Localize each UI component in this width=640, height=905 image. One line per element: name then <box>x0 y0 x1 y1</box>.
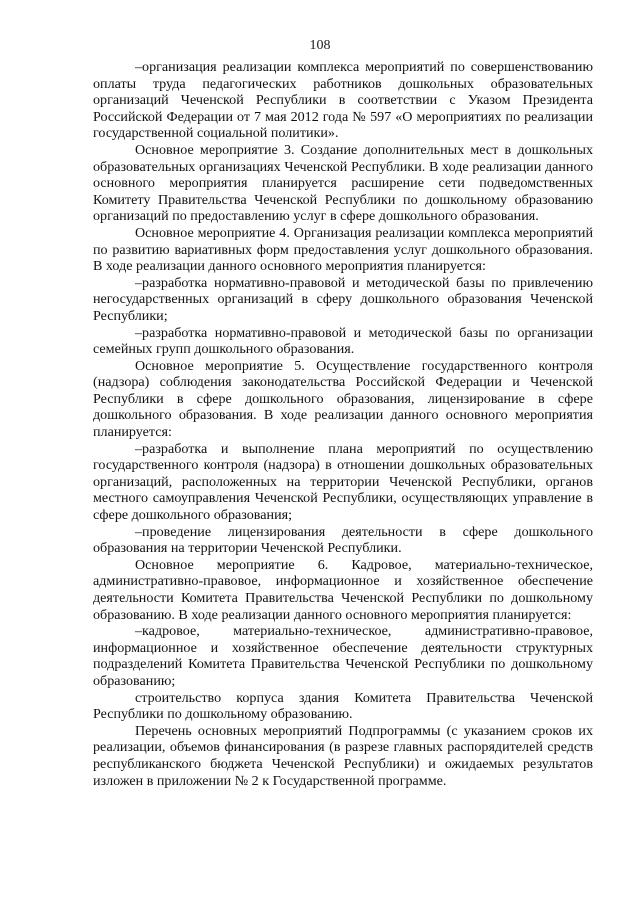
paragraph-measure-6: Основное мероприятие 6. Кадровое, материально-техническое, административно-правовое, информационное и хозяйственное обеспечение деятельности Комитета Правительства Чеченской Республики по дошкольному образованию. В ходе реализации данного основного мероприятия планируется: <box>93 556 593 623</box>
paragraph-measure-4: Основное мероприятие 4. Организация реализации комплекса мероприятий по развитию вариативных форм предоставления услуг дошкольного образования. В ходе реализации данного основного мероприятия планируется: <box>93 224 593 275</box>
paragraph-wage-measures: –организация реализации комплекса мероприятий по совершенствованию оплаты труда педагогических работников дошкольных образовательных организаций Чеченской Республики в соответствии с Указом Президента Российской Федерации от 7 мая 2012 года № 597 «О мероприятиях по реализации государственной социальной политики». <box>93 59 593 142</box>
list-item-construction: строительство корпуса здания Комитета Правительства Чеченской Республики по дошкольному образованию. <box>93 689 593 723</box>
paragraph-measure-3: Основное мероприятие 3. Создание дополнительных мест в дошкольных образовательных организациях Чеченской Республики. В ходе реализации данного основного мероприятия планируется расширение сети подведомственных Комитету Правительства Чеченской Республики по дошкольному образованию организаций по предоставлению услуг в сфере дошкольного образования. <box>93 141 593 225</box>
list-item-family-groups: –разработка нормативно-правовой и методической базы по организации семейных групп дошкольного образования. <box>93 324 593 358</box>
list-item-support: –кадровое, материально-техническое, административно-правовое, информационное и хозяйственное обеспечение деятельности структурных подразделений Комитета Правительства Чеченской Республики по дошкольному образованию; <box>93 623 593 689</box>
list-item-licensing: –проведение лицензирования деятельности в сфере дошкольного образования на территории Чеченской Республики. <box>93 523 593 557</box>
list-item-control-plan: –разработка и выполнение плана мероприятий по осуществлению государственного контроля (надзора) в отношении дошкольных образовательных организаций, расположенных на территории Чеченской Республики, органов местного самоуправления Чеченской Республики, осуществляющих управление в сфере дошкольного образования; <box>93 440 593 524</box>
document-body <box>93 59 593 789</box>
page-number: 108 <box>309 38 331 53</box>
paragraph-measure-5: Основное мероприятие 5. Осуществление государственного контроля (надзора) соблюдения законодательства Российской Федерации и Чеченской Республики в сфере дошкольного образования, лицензирование в сфере дошкольного образования. В ходе реализации данного основного мероприятия планируется: <box>93 357 593 441</box>
paragraph-appendix-reference: Перечень основных мероприятий Подпрограммы (с указанием сроков их реализации, объемов финансирования (в разрезе главных распорядителей средств республиканского бюджета Чеченской Республики) и ожидаемых результатов изложен в приложении № 2 к Государственной программе. <box>93 722 593 789</box>
list-item-nongovernmental-orgs: –разработка нормативно-правовой и методической базы по привлечению негосударственных организаций в сферу дошкольного образования Чеченской Республики; <box>93 274 593 324</box>
